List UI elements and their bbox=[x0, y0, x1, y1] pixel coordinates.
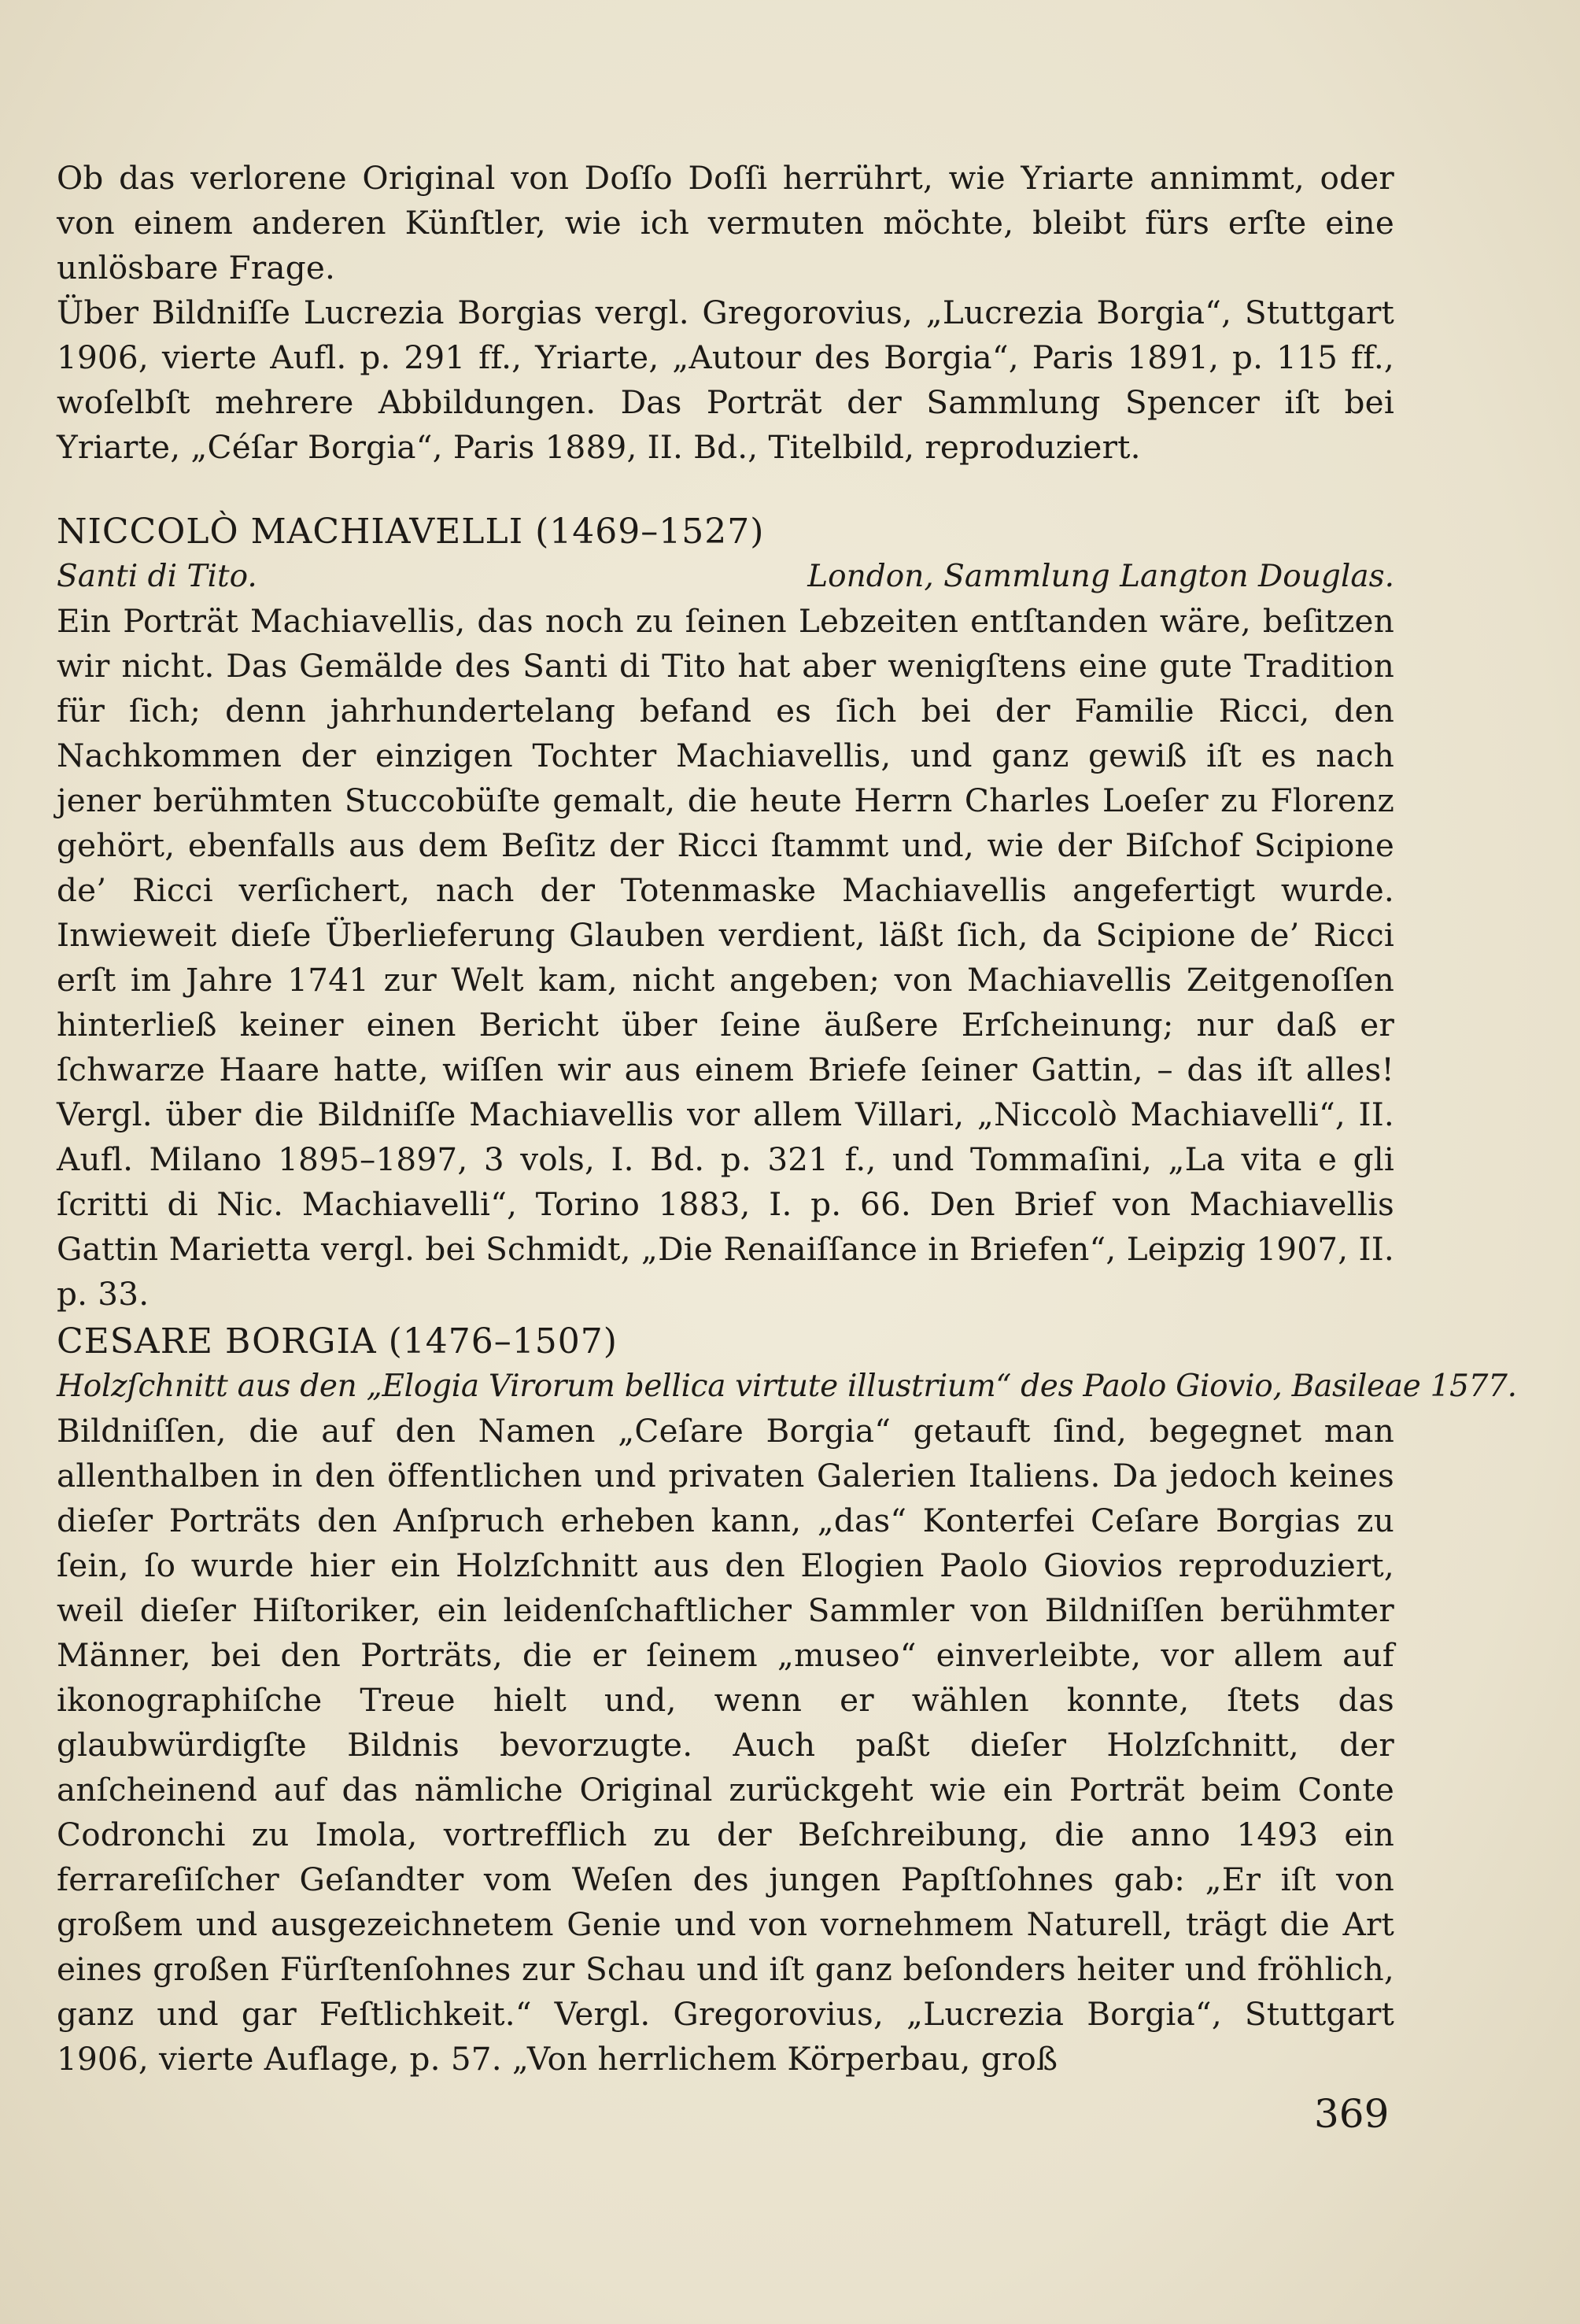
machiavelli-body: Ein Porträt Machiavellis, das noch zu ſeinen Lebzeiten entſtanden wäre, beſitzen wir nicht. Das Gemälde des Santi di Tito hat aber wenigſtens eine gute Tradition für ſich; denn jahrhundertelang befand es ſich bei der Familie Ricci, den Nachkommen der einzigen Tochter Machiavellis, und ganz gewiß iſt es nach jener berühmten Stuccobüſte gemalt, die heute Herrn Charles Loeſer zu Florenz gehört, ebenfalls aus dem Beſitz der Ricci ſtammt und, wie der Biſchof Scipione de’ Ricci verſichert, nach der Totenmaske Machiavellis angefertigt wurde. Inwieweit dieſe Überlieferung Glauben verdient, läßt ſich, da Scipione de’ Ricci erſt im Jahre 1741 zur Welt kam, nicht angeben; von Machiavellis Zeitgenoſſen hinterließ keiner einen Bericht über ſeine äußere Erſcheinung; nur daß er ſchwarze Haare hatte, wiſſen wir aus einem Briefe ſeiner Gattin, – das iſt alles! Vergl. über die Bildniſſe Machiavellis vor allem Villari, „Niccolò Machiavelli“, II. Aufl. Milano 1895–1897, 3 vols, I. Bd. p. 321 f., und Tommaſini, „La vita e gli ſcritti di Nic. Machiavelli“, Torino 1883, I. p. 66. Den Brief von Machiavellis Gattin Marietta vergl. bei Schmidt, „Die Renaiſſance in Briefen“, Leipzig 1907, II. p. 33. bbox=[57, 602, 1394, 1313]
page-number: 369 bbox=[1314, 2091, 1390, 2137]
machiavelli-location: London, Sammlung Langton Douglas. bbox=[807, 559, 1394, 594]
borgia-heading: CESARE BORGIA (1476–1507) bbox=[57, 1321, 618, 1362]
borgia-source: Holzſchnitt aus den „Elogia Virorum bellica virtute illustrium“ des Paolo Giovio, Basileae 1577. bbox=[57, 1369, 1517, 1404]
machiavelli-heading: NICCOLÒ MACHIAVELLI (1469–1527) bbox=[57, 512, 765, 552]
borgia-body: Bildniſſen, die auf den Namen „Ceſare Borgia“ getauft ſind, begegnet man allenthalben in den öffentlichen und privaten Galerien Italiens. Da jedoch keines dieſer Porträts den Anſpruch erheben kann, „das“ Konterfei Ceſare Borgias zu ſein, ſo wurde hier ein Holzſchnitt aus den Elogien Paolo Giovios reproduziert, weil dieſer Hiſtoriker, ein leidenſchaftlicher Sammler von Bildniſſen berühmter Männer, bei den Porträts, die er ſeinem „museo“ einverleibte, vor allem auf ikonographiſche Treue hielt und, wenn er wählen konnte, ſtets das glaubwürdigſte Bildnis bevorzugte. Auch paßt dieſer Holzſchnitt, der anſcheinend auf das nämliche Original zurückgeht wie ein Porträt beim Conte Codronchi zu Imola, vortrefflich zu der Beſchreibung, die anno 1493 ein ferrareſiſcher Geſandter vom Weſen des jungen Papſtſohnes gab: „Er iſt von großem und ausgezeichnetem Genie und von vornehmem Naturell, trägt die Art eines großen Fürſtenſohnes zur Schau und iſt ganz beſonders heiter und fröhlich, ganz und gar Feſtlichkeit.“ Vergl. Gregorovius, „Lucrezia Borgia“, Stuttgart 1906, vierte Auflage, p. 57. „Von herrlichem Körperbau, groß bbox=[57, 1412, 1394, 2078]
intro-paragraph: Ob das verlorene Original von Doſſo Doſſi herrührt, wie Yriarte annimmt, oder von einem anderen Künſtler, wie ich vermuten möchte, bleibt fürs erſte eine unlösbare Frage. bbox=[57, 159, 1394, 286]
borgia-section bbox=[57, 1319, 1517, 2082]
intro-note: Über Bildniſſe Lucrezia Borgias vergl. Gregorovius, „Lucrezia Borgia“, Stuttgart 1906, vierte Aufl. p. 291 ff., Yriarte, „Autour des Borgia“, Paris 1891, p. 115 ff., woſelbſt mehrere Abbildungen. Das Porträt der Sammlung Spencer iſt bei Yriarte, „Céſar Borgia“, Paris 1889, II. Bd., Titelbild, reproduziert. bbox=[57, 294, 1394, 466]
machiavelli-artist: Santi di Tito. bbox=[57, 559, 257, 594]
intro-section bbox=[57, 156, 1394, 470]
machiavelli-caption bbox=[57, 554, 1394, 599]
machiavelli-section bbox=[57, 509, 1394, 1317]
